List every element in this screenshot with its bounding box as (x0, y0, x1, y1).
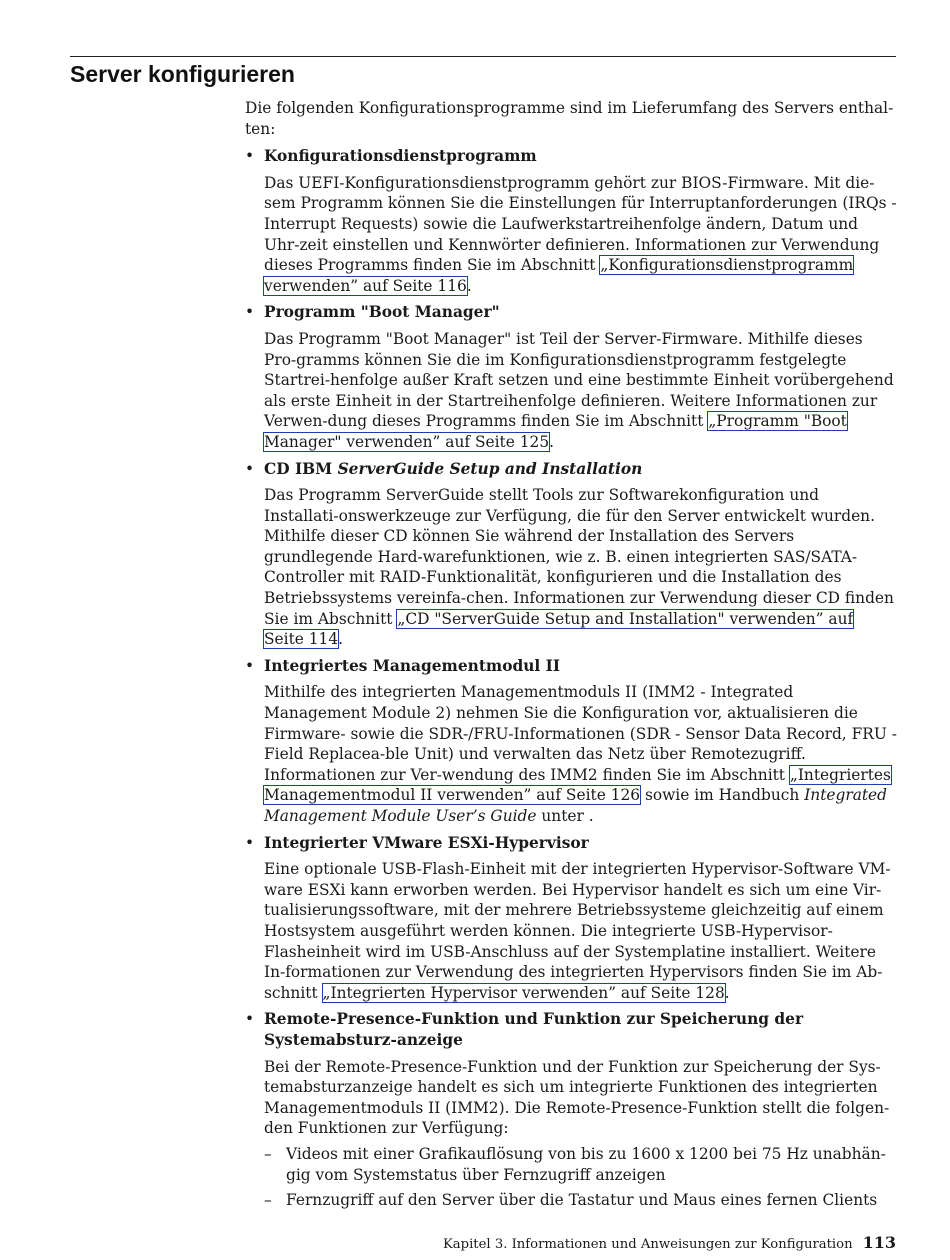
list-item (245, 1009, 897, 1210)
list-item-title: Konfigurationsdienstprogramm (264, 147, 537, 166)
manual-title: Integrated Management Module User’s Guide (264, 786, 888, 825)
dash-marker: – (264, 1144, 272, 1163)
bullet-marker: • (245, 147, 255, 166)
bullet-marker: • (245, 459, 255, 478)
list-item-body (264, 173, 897, 297)
bullet-marker: • (245, 1010, 255, 1029)
sub-list-item (264, 1190, 897, 1211)
section-content (245, 98, 897, 1217)
sub-list-item-text: Fernzugriff auf den Server über die Tastatur und Maus eines fernen Clients (286, 1191, 878, 1210)
body-text: Eine optionale USB-Flash-Einheit mit der integrierten Hypervisor-Software VM-ware ESXi kann erworben werden. Bei Hypervisor handelt es sich um eine Vir-tualisierungssoftware, mit der mehrere Betriebssysteme gleichzeitig auf einem Hostsystem ausgeführt werden können. Die integrierte USB-Hypervisor-Flasheinheit wird im USB-Anschluss auf der Systemplatine installiert. Weitere In-formationen zur Verwendung des integrierten Hypervisors finden Sie im Ab-schnitt (264, 860, 891, 1002)
list-item-title: Programm "Boot Manager" (264, 303, 500, 322)
page-footer (443, 1232, 896, 1256)
body-text-end: . (724, 983, 730, 1002)
list-item-body (264, 859, 897, 1003)
cross-reference-link[interactable]: „Konfigurationsdienstprogramm verwenden” auf Seite 116 (264, 256, 854, 295)
list-item (245, 833, 897, 1004)
list-item-title: Integrierter VMware ESXi-Hypervisor (264, 833, 589, 852)
cross-reference-link[interactable]: „CD "ServerGuide Setup and Installation" verwenden” auf Seite 114 (264, 609, 854, 649)
body-text: Das Programm "Boot Manager" ist Teil der Server-Firmware. Mithilfe dieses Pro-gramms können Sie die im Konfigurationsdienstprogramm festgelegte Startrei-henfolge außer Kraft setzen und eine bestimmte Einheit vorübergehend als erste Einheit in der Startreihenfolge definieren. Weitere Informationen zur Verwen-dung dieses Programms finden Sie im Abschnitt (264, 329, 894, 431)
title-product-name: ServerGuide Setup and Installation (337, 459, 643, 478)
body-text: Das UEFI-Konfigurationsdienstprogramm gehört zur BIOS-Firmware. Mit die-sem Programm können Sie die Einstellungen für Interruptanforderungen (IRQs - Interrupt Requests) sowie die Laufwerkstartreihenfolge ändern, Datum und Uhr-zeit einstellen und Kennwörter definieren. Informationen zur Verwendung dieses Programms finden Sie im Abschnitt (264, 173, 897, 275)
body-text: Mithilfe des integrierten Managementmoduls II (IMM2 - Integrated Management Module 2) nehmen Sie die Konfiguration vor, aktualisieren die Firmware- sowie die SDR-/FRU-Informationen (SDR - Sensor Data Record, FRU - Field Replacea-ble Unit) und verwalten das Netz über Remotezugriff. Informationen zur Ver-wendung des IMM2 finden Sie im Abschnitt (264, 683, 897, 784)
sub-list-item-text: Videos mit einer Grafikauflösung von bis zu 1600 x 1200 bei 75 Hz unabhän-gig vom Systemstatus über Fernzugriff anzeigen (286, 1144, 886, 1184)
body-text-end: . (338, 630, 344, 649)
title-prefix: CD IBM (264, 459, 338, 478)
dash-marker: – (264, 1191, 272, 1210)
list-item (245, 459, 897, 650)
top-rule (70, 56, 896, 57)
sub-list-item (264, 1144, 897, 1185)
body-text-end: . (466, 276, 472, 295)
list-item-body (264, 682, 897, 826)
list-item (245, 302, 897, 452)
list-item-body: Bei der Remote-Presence-Funktion und der Funktion zur Speicherung der Sys-temabsturzanzeige handelt es sich um integrierte Funktionen des integrierten Managementmoduls II (IMM2). Die Remote-Presence-Funktion stellt die folgen-den Funktionen zur Verfügung: (264, 1057, 890, 1138)
page-number: 113 (862, 1233, 896, 1252)
list-item-body (264, 329, 897, 453)
list-item-title: Remote-Presence-Funktion und Funktion zur Speicherung der Systemabsturz-anzeige (264, 1010, 804, 1049)
list-item (245, 656, 897, 827)
bullet-marker: • (245, 656, 255, 675)
footer-chapter-title: Kapitel 3. Informationen und Anweisungen zur Konfiguration (442, 1237, 853, 1252)
list-item-title (264, 459, 897, 480)
bullet-marker: • (245, 303, 255, 322)
body-text-end: unter . (536, 807, 594, 825)
section-heading: Server konfigurieren (70, 61, 295, 87)
body-text-end: . (549, 432, 555, 451)
cross-reference-link[interactable]: „Integriertes Managementmodul II verwenden” auf Seite 126 (264, 765, 891, 805)
cross-reference-link[interactable]: „Programm "Boot Manager" verwenden” auf Seite 125 (264, 412, 847, 451)
body-text: Das Programm ServerGuide stellt Tools zur Softwarekonfiguration und Installati-onswerkzeuge zur Verfügung, die für den Server entwickelt wurden. Mithilfe dieser CD können Sie während der Installation des Servers grundlegende Hard-warefunktionen, wie z. B. einen integrierten SAS/SATA-Controller mit RAID-Funktionalität, konfigurieren und die Installation des Betriebssystems vereinfa-chen. Informationen zur Verwendung dieser CD finden Sie im Abschnitt (264, 486, 894, 628)
list-item-body (264, 485, 897, 650)
bullet-marker: • (245, 833, 255, 852)
body-text-mid: sowie im Handbuch (640, 786, 805, 805)
intro-paragraph: Die folgenden Konfigurationsprogramme sind im Lieferumfang des Servers enthal-ten: (245, 99, 894, 138)
list-item (245, 146, 897, 296)
list-item-title: Integriertes Managementmodul II (264, 656, 561, 675)
cross-reference-link[interactable]: „Integrierten Hypervisor verwenden” auf Seite 128 (322, 983, 725, 1002)
